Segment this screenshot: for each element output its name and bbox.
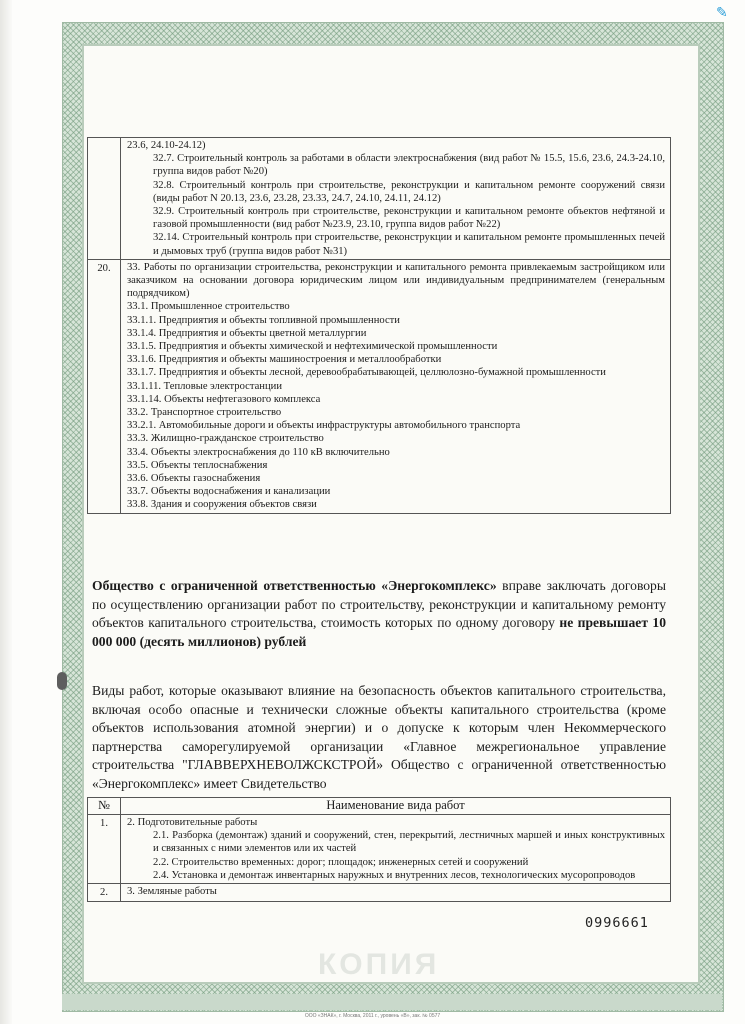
company-name: Общество с ограниченной ответственностью «Энергокомплекс» <box>92 578 497 593</box>
work-item: 32.7. Строительный контроль за работами в области электроснабжения (вид работ № 15.5, 15.6, 23.6, 24.3-24.10, группа видов работ №20) <box>153 153 665 178</box>
work-item: 33.5. Объекты теплоснабжения <box>127 459 268 471</box>
row-number: 20. <box>88 259 121 513</box>
work-item: 33.1.11. Тепловые электростанции <box>127 380 282 392</box>
work-item: 2.4. Установка и демонтаж инвентарных наружных и внутренних лесов, технологических мусоропроводов <box>153 869 636 881</box>
contract-limit: не превышает 10 000 000 (десять миллионов) рублей <box>92 615 666 649</box>
work-item: 2.2. Строительство временных: дорог; площадок; инженерных сетей и сооружений <box>153 856 529 868</box>
work-types-table <box>87 797 671 902</box>
work-item: 33.7. Объекты водоснабжения и канализации <box>127 486 331 498</box>
work-item: 33. Работы по организации строительства, реконструкции и капитального ремонта привлекаемым застройщиком или заказчиком на основании договора юридическим лицом или индивидуальным предпринимателем (генеральным подрядчиком) <box>127 261 665 300</box>
page-edge-shadow <box>0 0 12 1024</box>
binding-hole <box>57 672 67 690</box>
printer-imprint: ООО «ЗНАК», г. Москва, 2011 г., уровень «В», зак. № 0577 <box>304 1013 441 1019</box>
work-item: 33.4. Объекты электроснабжения до 110 кВ включительно <box>127 446 390 458</box>
row-number: 2. <box>88 884 121 902</box>
work-types-paragraph: Виды работ, которые оказывают влияние на безопасность объектов капитального строительства, включая особо опасные и технически сложные объекты капитального строительства (кроме объектов использования атомной энергии) и о допуске к которым член Некоммерческого партнерства саморегулируемой организации «Главное межрегиональное управление строительства "ГЛАВВЕРХНЕВОЛЖСКСТРОЙ» Общество с ограниченной ответственностью «Энергокомплекс» имеет Свидетельство <box>92 683 666 791</box>
row-number <box>88 138 121 260</box>
work-item: 33.1.4. Предприятия и объекты цветной металлургии <box>127 327 367 339</box>
work-item: 33.1.5. Предприятия и объекты химической и нефтехимической промышленности <box>127 341 498 353</box>
row-content <box>121 138 671 260</box>
work-item: 3. Земляные работы <box>127 886 217 898</box>
header-work-name: Наименование вида работ <box>121 798 671 815</box>
work-item: 33.3. Жилищно-гражданское строительство <box>127 433 324 445</box>
work-item: 33.2.1. Автомобильные дороги и объекты инфраструктуры автомобильного транспорта <box>127 420 521 432</box>
work-item: 33.6. Объекты газоснабжения <box>127 473 261 485</box>
work-item: 33.1.1. Предприятия и объекты топливной промышленности <box>127 314 400 326</box>
row-content <box>121 259 671 513</box>
work-types-table-body <box>88 815 671 902</box>
table-row <box>88 884 671 902</box>
ink-mark-icon: ✎ <box>716 4 728 20</box>
works-table-continued <box>87 137 671 514</box>
work-item: 23.6, 24.10-24.12) <box>127 140 206 151</box>
work-item: 33.1.14. Объекты нефтегазового комплекса <box>127 393 321 405</box>
row-content <box>121 884 671 902</box>
work-item: 32.8. Строительный контроль при строительстве, реконструкции и капитальном ремонте сооружений связи (виды работ N 20.13, 23.6, 23.28, 23.33, 24.7, 24.10, 24.11, 24.12) <box>153 179 665 204</box>
works-table-body <box>88 138 671 514</box>
work-item: 33.2. Транспортное строительство <box>127 407 282 419</box>
work-item: 33.8. Здания и сооружения объектов связи <box>127 499 317 511</box>
table-row <box>88 259 671 513</box>
work-item: 32.14. Строительный контроль при строительстве, реконструкции и капитальном ремонте промышленных печей и дымовых труб (группа видов работ №31) <box>153 232 665 257</box>
contract-text: вправе заключать договоры по осуществлению организации работ по строительству, реконструкции и капитальному ремонту объектов капитального строительства, стоимость которых по одному договору <box>92 578 666 631</box>
table-row <box>88 138 671 260</box>
row-number: 1. <box>88 815 121 884</box>
work-item: 33.1.6. Предприятия и объекты машиностроения и металлообработки <box>127 354 442 366</box>
border-bottom-strip <box>62 994 722 1010</box>
work-item: 2.1. Разборка (демонтаж) зданий и сооружений, стен, перекрытий, лестничных маршей и иных конструктивных и связанных с ними элементов или их частей <box>153 830 665 855</box>
table-header-row <box>88 798 671 815</box>
serial-number: 0996661 <box>585 915 649 931</box>
work-item: 33.1.7. Предприятия и объекты лесной, деревообрабатывающей, целлюлозно-бумажной промышленности <box>127 367 606 379</box>
table-row <box>88 815 671 884</box>
work-item: 2. Подготовительные работы <box>127 817 258 828</box>
work-item: 33.1. Промышленное строительство <box>127 301 290 313</box>
work-item: 32.9. Строительный контроль при строительстве, реконструкции и капитальном ремонте объектов нефтяной и газовой промышленности (вид работ №23.9, 23.10, группа видов работ №22) <box>153 206 665 231</box>
company-contract-paragraph <box>92 577 666 651</box>
header-number: № <box>88 798 121 815</box>
copy-watermark: КОПИЯ <box>318 948 440 981</box>
row-content <box>121 815 671 884</box>
